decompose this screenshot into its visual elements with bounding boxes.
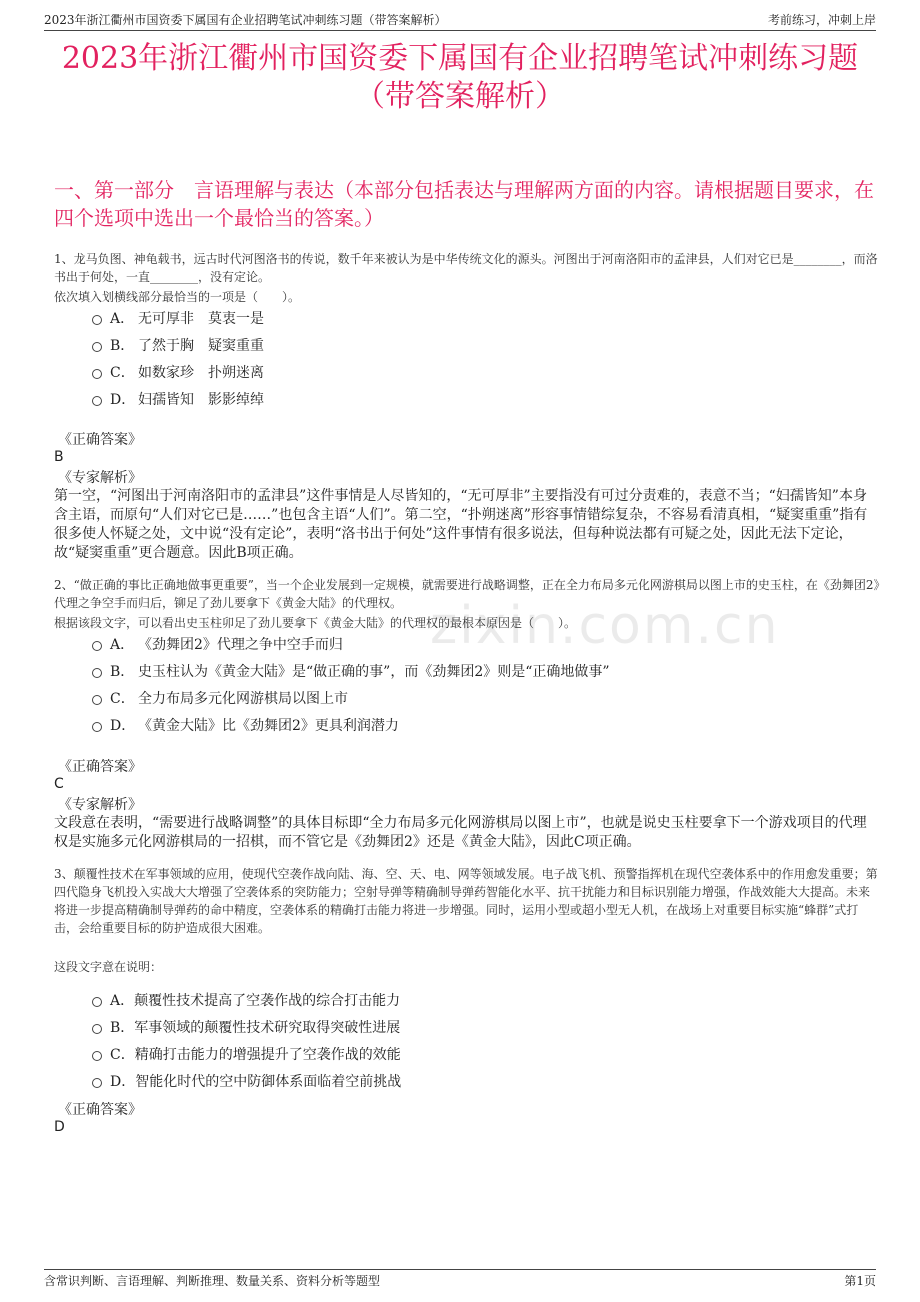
radio-icon[interactable]	[92, 668, 102, 678]
question-2-options	[92, 635, 610, 743]
question-2-option-a[interactable]: A． 《劲舞团2》代理之争中空手而归	[92, 635, 610, 662]
radio-icon[interactable]	[92, 722, 102, 732]
question-1-option-c[interactable]: C． 如数家珍 扑朔迷离	[92, 363, 264, 390]
question-2-answer: C	[54, 776, 64, 792]
radio-icon[interactable]	[92, 369, 102, 379]
header-doc-title: 2023年浙江衢州市国资委下属国有企业招聘笔试冲刺练习题（带答案解析）	[44, 13, 447, 27]
radio-icon[interactable]	[92, 396, 102, 406]
radio-icon[interactable]	[92, 997, 102, 1007]
radio-icon[interactable]	[92, 1024, 102, 1034]
question-2-answer-label: 《正确答案》	[58, 759, 142, 775]
question-3-prompt: 这段文字意在说明：	[54, 960, 163, 974]
question-1-expert-label: 《专家解析》	[58, 470, 142, 486]
header-slogan: 考前练习，冲刺上岸	[767, 13, 876, 27]
radio-icon[interactable]	[92, 315, 102, 325]
question-2-stem: 2、“做正确的事比正确地做事更重要”，当一个企业发展到一定规模，就需要进行战略调整，正在全力布局多元化网游棋局以图上市的史玉柱，在《劲舞团2》代理之争空手而归后，铆足了劲儿要拿下《黄金大陆》的代理权。	[54, 578, 880, 610]
document-title-line2: （带答案解析）	[355, 79, 565, 114]
section-heading: 一、第一部分 言语理解与表达（本部分包括表达与理解两方面的内容。请根据题目要求，在四个选项中选出一个最恰当的答案。）	[54, 178, 874, 230]
question-3-option-b[interactable]: B． 军事领域的颠覆性技术研究取得突破性进展	[92, 1018, 401, 1045]
question-1-prompt: 依次填入划横线部分最恰当的一项是（ ）。	[54, 290, 301, 304]
page-number: 第1页	[844, 1274, 876, 1288]
document-title-line1: 2023年浙江衢州市国资委下属国有企业招聘笔试冲刺练习题	[61, 41, 859, 76]
watermark: zixin.com.cn	[430, 596, 780, 656]
radio-icon[interactable]	[92, 695, 102, 705]
question-3-stem: 3、颠覆性技术在军事领域的应用，使现代空袭作战向陆、海、空、天、电、网等领域发展。电子战飞机、预警指挥机在现代空袭体系中的作用愈发重要；第四代隐身飞机投入实战大大增强了空袭体系的突防能力；空射导弹等精确制导弹药智能化水平、抗干扰能力和目标识别能力增强，作战效能大大提高。未来将进一步提高精确制导弹药的命中精度，空袭体系的精确打击能力将进一步增强。同时，运用小型或超小型无人机，在战场上对重要目标实施“蜂群”式打击，会给重要目标的防护造成很大困难。	[54, 867, 878, 935]
radio-icon[interactable]	[92, 342, 102, 352]
question-3-option-d[interactable]: D． 智能化时代的空中防御体系面临着空前挑战	[92, 1072, 401, 1099]
page-header	[44, 10, 876, 31]
radio-icon[interactable]	[92, 1051, 102, 1061]
question-3-options	[92, 991, 401, 1099]
radio-icon[interactable]	[92, 641, 102, 651]
question-2-option-b[interactable]: B． 史玉柱认为《黄金大陆》是“做正确的事”，而《劲舞团2》则是“正确地做事”	[92, 662, 610, 689]
document-title	[0, 40, 920, 116]
question-2-option-c[interactable]: C． 全力布局多元化网游棋局以图上市	[92, 689, 610, 716]
footer-topics: 含常识判断、言语理解、判断推理、数量关系、资料分析等题型	[44, 1274, 381, 1288]
question-3-option-c[interactable]: C． 精确打击能力的增强提升了空袭作战的效能	[92, 1045, 401, 1072]
question-1-explanation: 第一空，“河图出于河南洛阳市的孟津县”这件事情是人尽皆知的，“无可厚非”主要指没有可过分责难的，表意不当；“妇孺皆知”本身含主语，而原句“人们对它已是……”也包含主语“人们”。第二空，“扑朔迷离”形容事情错综复杂，不容易看清真相，“疑窦重重”指有很多使人怀疑之处，文中说“没有定论”，表明“洛书出于何处”这件事情有很多说法，但每种说法都有可疑之处，因此无法下定论，故“疑窦重重”更合题意。因此B项正确。	[54, 488, 868, 561]
page-footer	[44, 1269, 876, 1292]
question-2-explanation: 文段意在表明，“需要进行战略调整”的具体目标即“全力布局多元化网游棋局以图上市”，也就是说史玉柱要拿下一个游戏项目的代理权是实施多元化网游棋局的一招棋，而不管它是《劲舞团2》还是《黄金大陆》，因此C项正确。	[54, 815, 867, 850]
question-2-expert-label: 《专家解析》	[58, 797, 142, 813]
question-1-options	[92, 309, 264, 417]
question-3-option-a[interactable]: A． 颠覆性技术提高了空袭作战的综合打击能力	[92, 991, 401, 1018]
question-1-option-b[interactable]: B． 了然于胸 疑窦重重	[92, 336, 264, 363]
question-1-answer: B	[54, 449, 64, 465]
question-1-option-a[interactable]: A． 无可厚非 莫衷一是	[92, 309, 264, 336]
radio-icon[interactable]	[92, 1078, 102, 1088]
question-1-answer-label: 《正确答案》	[58, 432, 142, 448]
question-3-answer: D	[54, 1119, 65, 1135]
question-3-answer-label: 《正确答案》	[58, 1102, 142, 1118]
question-1-option-d[interactable]: D． 妇孺皆知 影影绰绰	[92, 390, 264, 417]
question-2-prompt: 根据该段文字，可以看出史玉柱卯足了劲儿要拿下《黄金大陆》的代理权的最根本原因是（ ）。	[54, 616, 577, 630]
question-1-stem: 1、龙马负图、神龟载书，远古时代河图洛书的传说，数千年来被认为是中华传统文化的源头。河图出于河南洛阳市的孟津县，人们对它已是________，而洛书出于何处，一直________，没有定论。	[54, 252, 878, 284]
question-2-option-d[interactable]: D． 《黄金大陆》比《劲舞团2》更具利润潜力	[92, 716, 610, 743]
